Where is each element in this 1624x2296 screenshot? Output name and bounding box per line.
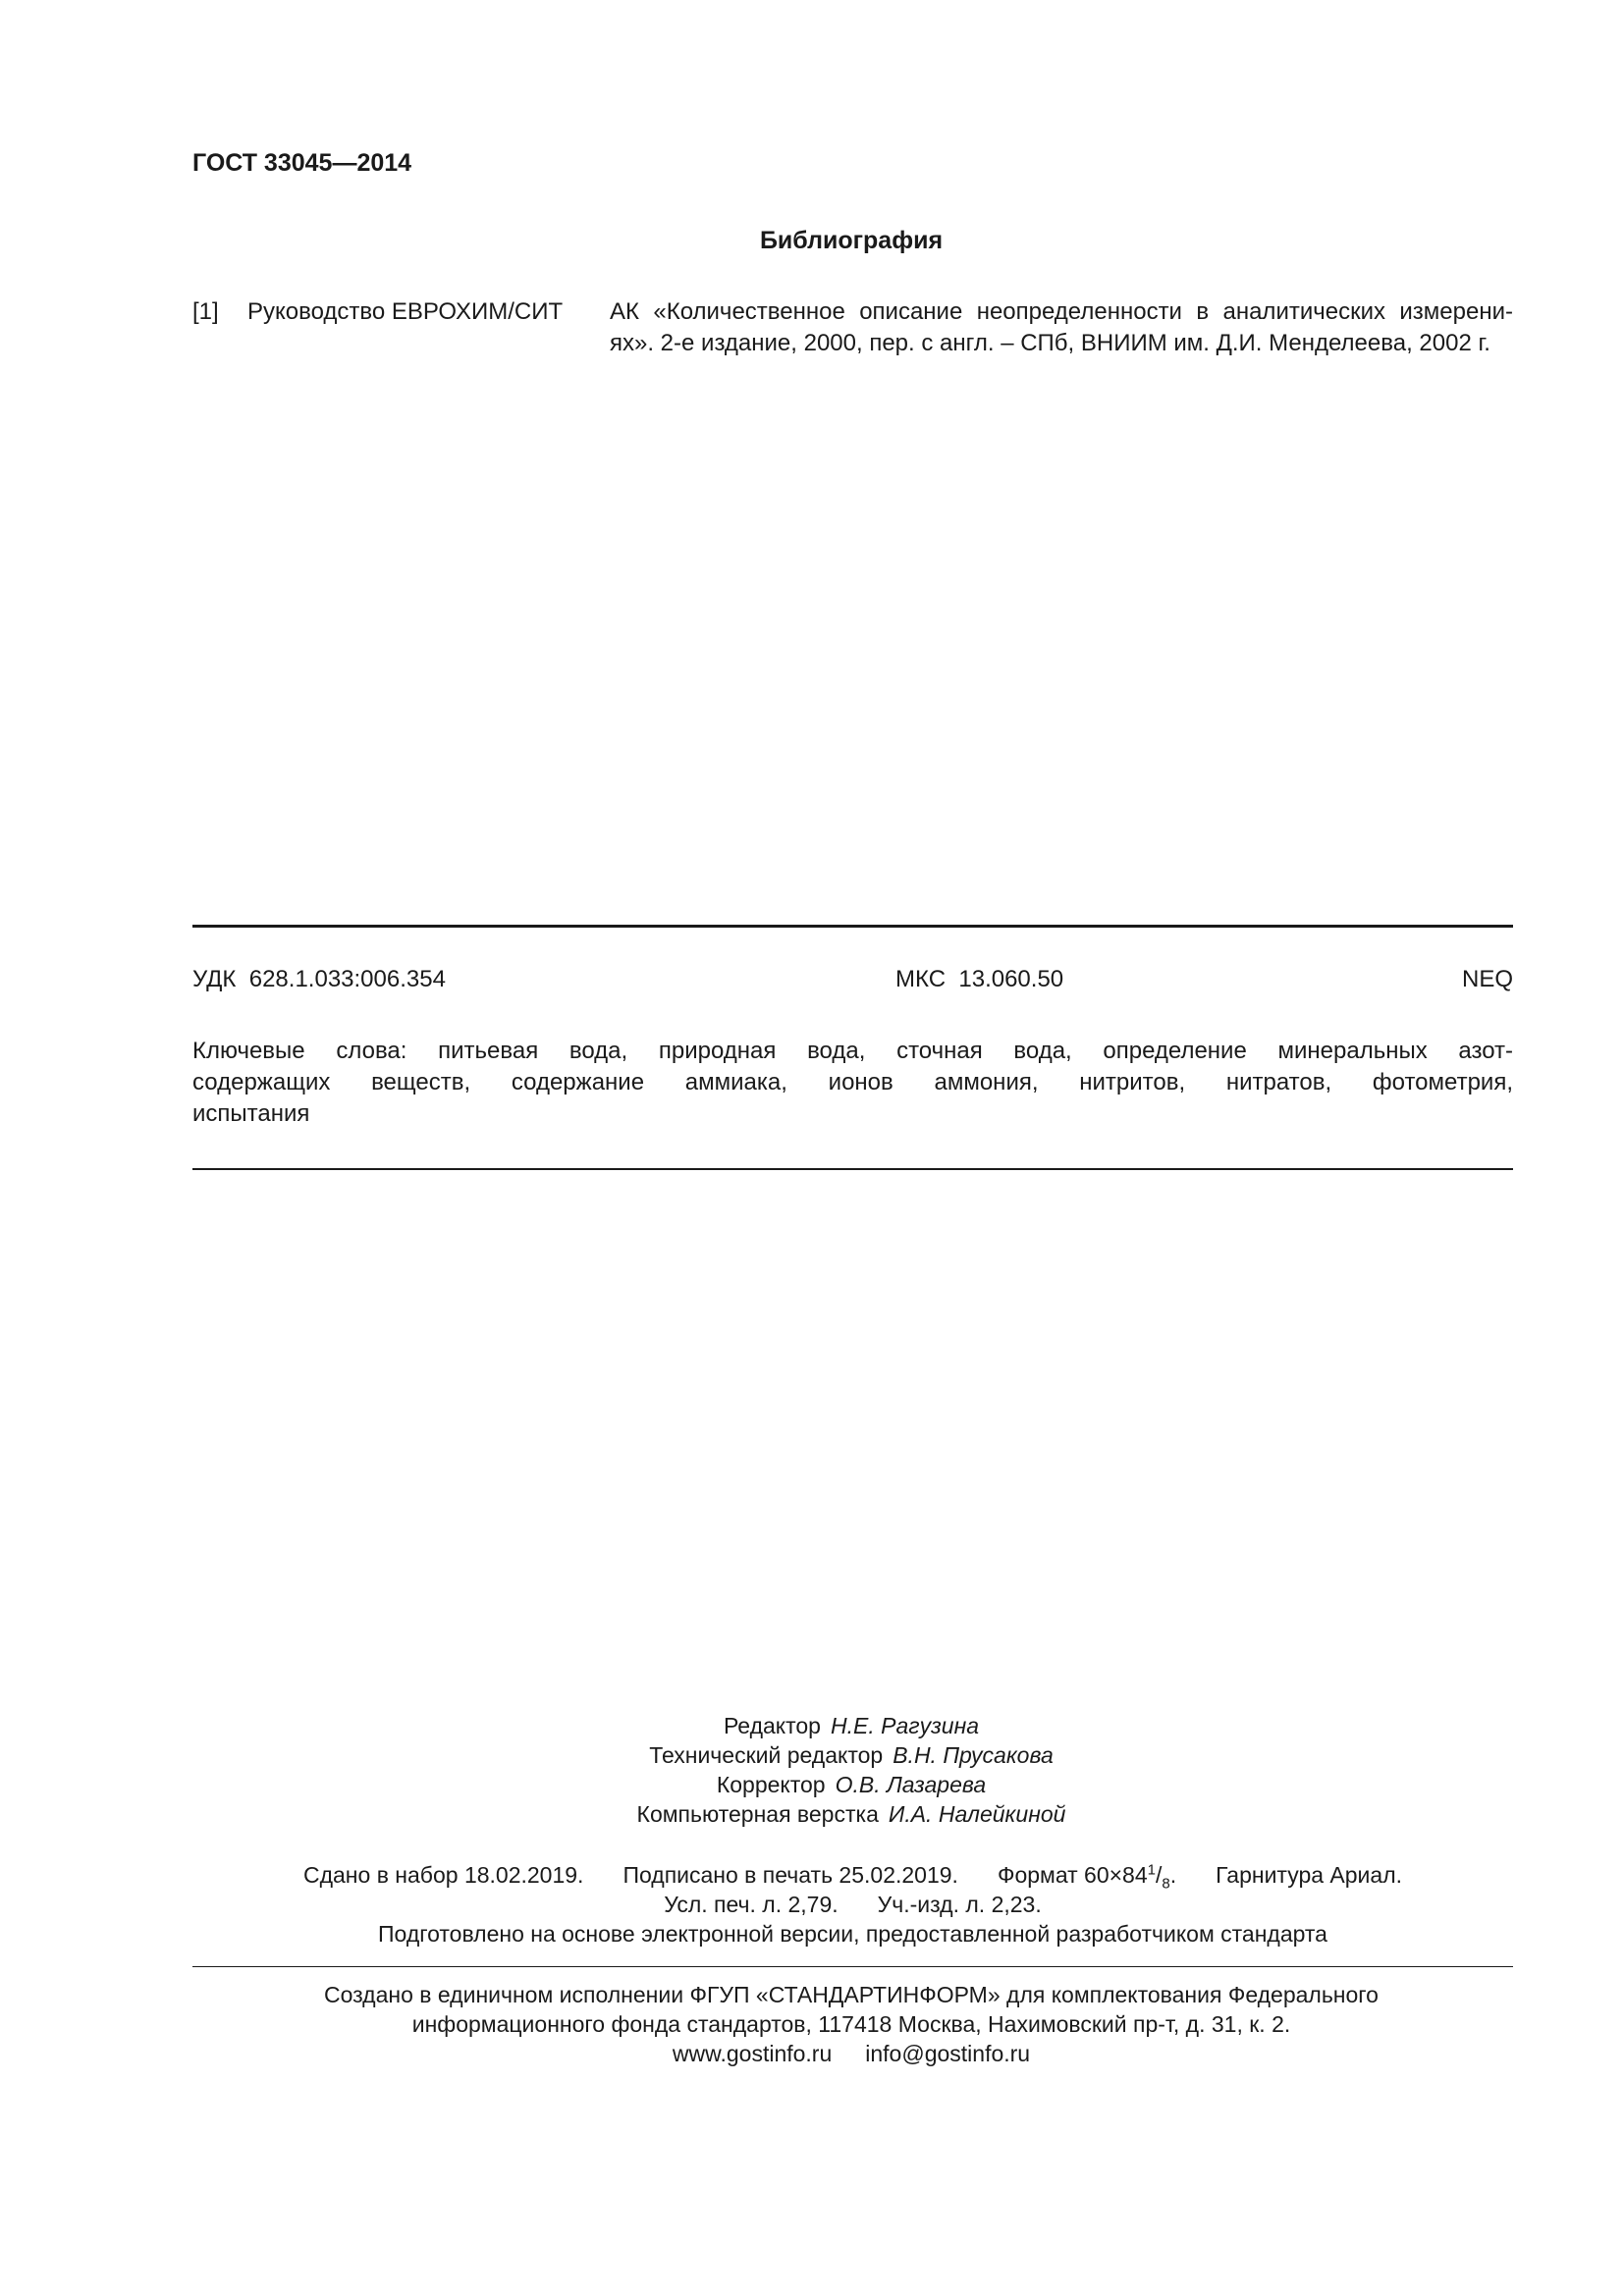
equivalence-mark: NEQ bbox=[1461, 966, 1513, 992]
credit-name: О.В. Лазарева bbox=[835, 1772, 987, 1797]
bibliography-heading: Библиография bbox=[759, 227, 944, 254]
imprint-row bbox=[192, 1860, 1513, 1893]
keywords-block bbox=[192, 1036, 1513, 1130]
credit-role: Редактор bbox=[723, 1713, 821, 1738]
website-link: www.gostinfo.ru bbox=[672, 2041, 833, 2066]
publisher-contacts bbox=[0, 2039, 1624, 2068]
print-sheets: Усл. печ. л. 2,79. bbox=[664, 1892, 839, 1917]
credit-role: Технический редактор bbox=[649, 1742, 884, 1768]
bibliography-entry-text bbox=[610, 296, 1513, 359]
signed-date: Подписано в печать 25.02.2019. bbox=[623, 1862, 958, 1888]
typeface: Гарнитура Ариал. bbox=[1216, 1862, 1403, 1888]
separator-rule bbox=[192, 925, 1513, 928]
credit-role: Компьютерная верстка bbox=[636, 1801, 879, 1827]
credit-name: Н.Е. Рагузина bbox=[830, 1713, 980, 1738]
bibliography-entry-number: [1] bbox=[192, 298, 219, 325]
publication-sheets: Уч.-изд. л. 2,23. bbox=[877, 1892, 1042, 1917]
document-code: ГОСТ 33045—2014 bbox=[192, 149, 412, 177]
imprint-row bbox=[192, 1890, 1513, 1919]
mks-code: МКС 13.060.50 bbox=[895, 966, 1064, 992]
imprint-basis: Подготовлено на основе электронной версии, предоставленной разработчиком стандарта bbox=[378, 1921, 1327, 1947]
udk-code: УДК 628.1.033:006.354 bbox=[192, 966, 446, 992]
publisher-line: Создано в единичном исполнении ФГУП «СТАНДАРТИНФОРМ» для комплектования Федерального bbox=[324, 1982, 1379, 2007]
credit-line bbox=[0, 1799, 1624, 1829]
bibliography-entry-source: Руководство ЕВРОХИМ/СИТ bbox=[247, 298, 564, 325]
credit-line bbox=[0, 1711, 1624, 1740]
credit-line bbox=[0, 1740, 1624, 1770]
publisher-block bbox=[0, 1980, 1624, 2068]
keywords-line: Ключевые слова: питьевая вода, природная вода, сточная вода, определение минеральных азот- bbox=[192, 1038, 1513, 1064]
imprint-block bbox=[192, 1860, 1513, 1949]
typeset-date: Сдано в набор 18.02.2019. bbox=[302, 1862, 584, 1888]
credit-line bbox=[0, 1770, 1624, 1799]
credit-name: И.А. Налейкиной bbox=[888, 1801, 1066, 1827]
credit-name: В.Н. Прусакова bbox=[893, 1742, 1054, 1768]
paper-format: Формат $60\times 84^1/_8$. bbox=[997, 1861, 1177, 1893]
email-link: info@gostinfo.ru bbox=[865, 2041, 1031, 2066]
separator-rule bbox=[192, 1168, 1513, 1170]
keywords-line: содержащих веществ, содержание аммиака, ионов аммония, нитритов, нитратов, фотометрия, bbox=[192, 1069, 1513, 1095]
publisher-line: информационного фонда стандартов, 117418 Москва, Нахимовский пр-т, д. 31, к. 2. bbox=[411, 2011, 1291, 2037]
editorial-credits bbox=[0, 1711, 1624, 1829]
bibliography-entry-line: АК «Количественное описание неопределенности в аналитических измерени- bbox=[610, 298, 1513, 325]
separator-rule bbox=[192, 1966, 1513, 1967]
keywords-line: испытания bbox=[192, 1100, 310, 1127]
bibliography-entry-line: ях». 2-е издание, 2000, пер. с англ. – СПб, ВНИИМ им. Д.И. Менделеева, 2002 г. bbox=[610, 330, 1490, 356]
credit-role: Корректор bbox=[716, 1772, 826, 1797]
